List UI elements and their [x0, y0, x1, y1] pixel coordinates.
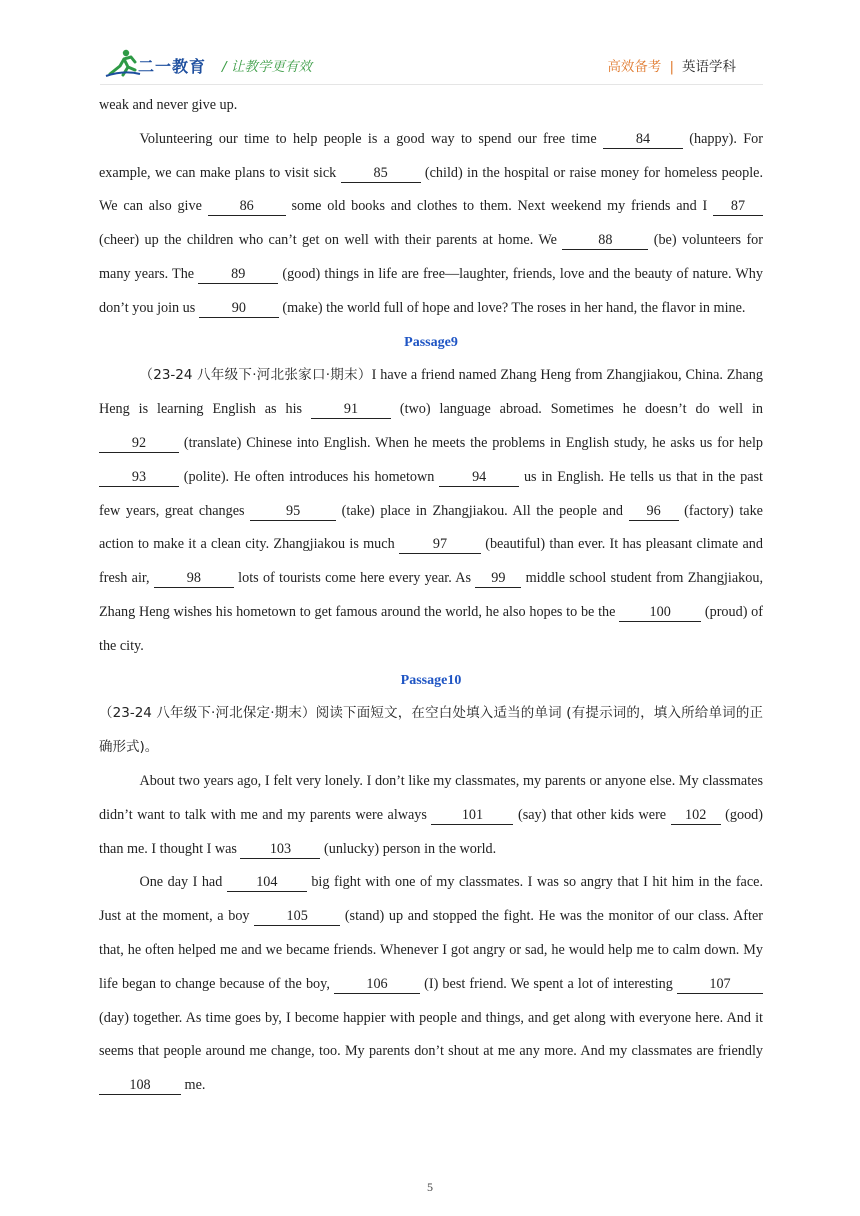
page-number: 5 [427, 1180, 433, 1194]
paragraph: （23-24 八年级下·河北张家口·期末）I have a friend named Zhang Heng from Zhangjiakou, China. Zhang Heng is learning English as his 91 (two) language abroad. Sometimes he doesn’t do well in 92 (translate) Chinese into English. When he meets the problems in English study, he asks us for help 93 (polite). He often introduces his hometown 94 us in English. He tells us that in the past few years, great changes 95 (take) place in Zhangjiakou. All the people and 96 (factory) take action to make it a clean city. Zhangjiakou is much 97 (beautiful) than ever. It has pleasant climate and fresh air, 98 lots of tourists come here every year. As 99 middle school student from Zhangjiakou, Zhang Heng wishes his hometown to get famous around the world, he also hopes to be the 100 (proud) of the city. [99, 367, 763, 654]
paragraph: weak and never give up. [99, 97, 238, 113]
source-note: （23-24 八年级下·河北张家口·期末） [139, 367, 372, 384]
header-label-subject: 英语学科 [682, 59, 736, 75]
header-slogan: / 让教学更有效 [222, 59, 312, 75]
header-separator: | [669, 59, 674, 75]
instruction: （23-24 八年级下·河北保定·期末）阅读下面短文，在空白处填入适当的单词 (有提示词的，填入所给单词的正确形式)。 [99, 705, 763, 756]
answer-blank: 103 [240, 840, 320, 859]
answer-blank: 106 [334, 975, 420, 994]
answer-blank: 90 [199, 299, 279, 318]
passage-title: Passage9 [404, 334, 458, 350]
answer-blank: 107 [677, 975, 763, 994]
answer-blank: 96 [629, 502, 679, 521]
document-body [99, 89, 763, 1103]
answer-blank: 105 [254, 907, 340, 926]
answer-blank: 89 [198, 265, 278, 284]
header-subject [607, 55, 736, 75]
answer-blank: 97 [399, 535, 481, 554]
answer-blank: 85 [341, 164, 421, 183]
answer-blank: 101 [431, 806, 513, 825]
answer-blank: 100 [619, 603, 701, 622]
answer-blank: 104 [227, 873, 307, 892]
answer-blank: 92 [99, 434, 179, 453]
header-label-exam: 高效备考 [607, 59, 662, 75]
passage-title: Passage10 [400, 672, 462, 688]
answer-blank: 102 [671, 806, 721, 825]
answer-blank: 87 [713, 197, 763, 216]
paragraph: Volunteering our time to help people is a good way to spend our free time 84 (happy). For example, we can make plans to visit sick 85 (child) in the hospital or raise money for homeless people. We can also give 86 some old books and clothes to them. Next weekend my friends and I 87 (cheer) up the children who can’t get on well with their parents at home. We 88 (be) volunteers for many years. The 89 (good) things in life are free—laughter, friends, love and the beauty of nature. Why don’t you join us 90 (make) the world full of hope and love? The roses in her hand, the flavor in mine. [99, 130, 764, 316]
page-header [0, 0, 860, 92]
header-divider [100, 84, 763, 85]
answer-blank: 88 [562, 231, 648, 250]
answer-blank: 86 [208, 197, 286, 216]
answer-blank: 93 [99, 468, 179, 487]
paragraph: About two years ago, I felt very lonely. I don’t like my classmates, my parents or anyone else. My classmates didn’t want to talk with me and my parents were always 101 (say) that other kids were 102 (good) than me. I thought I was 103 (unlucky) person in the world. [99, 772, 763, 857]
answer-blank: 94 [439, 468, 519, 487]
paragraph: One day I had 104 big fight with one of my classmates. I was so angry that I hit him in the face. Just at the moment, a boy 105 (stand) up and stopped the fight. He was the monitor of our class. After that, he often helped me and we became friends. Whenever I got angry or sad, he would help me to calm down. My life began to change because of the boy, 106 (I) best friend. We spent a lot of interesting 107 (day) together. As time goes by, I become happier with people and things, and get along with everyone here. And it seems that people around me change, too. My parents don’t shout at me any more. And my classmates are friendly 108 me. [99, 874, 763, 1094]
answer-blank: 108 [99, 1076, 181, 1095]
answer-blank: 95 [250, 502, 336, 521]
answer-blank: 91 [311, 400, 391, 419]
answer-blank: 84 [603, 130, 683, 149]
answer-blank: 98 [154, 569, 234, 588]
answer-blank: 99 [475, 569, 521, 588]
logo-text: 二一教育 [138, 57, 207, 76]
